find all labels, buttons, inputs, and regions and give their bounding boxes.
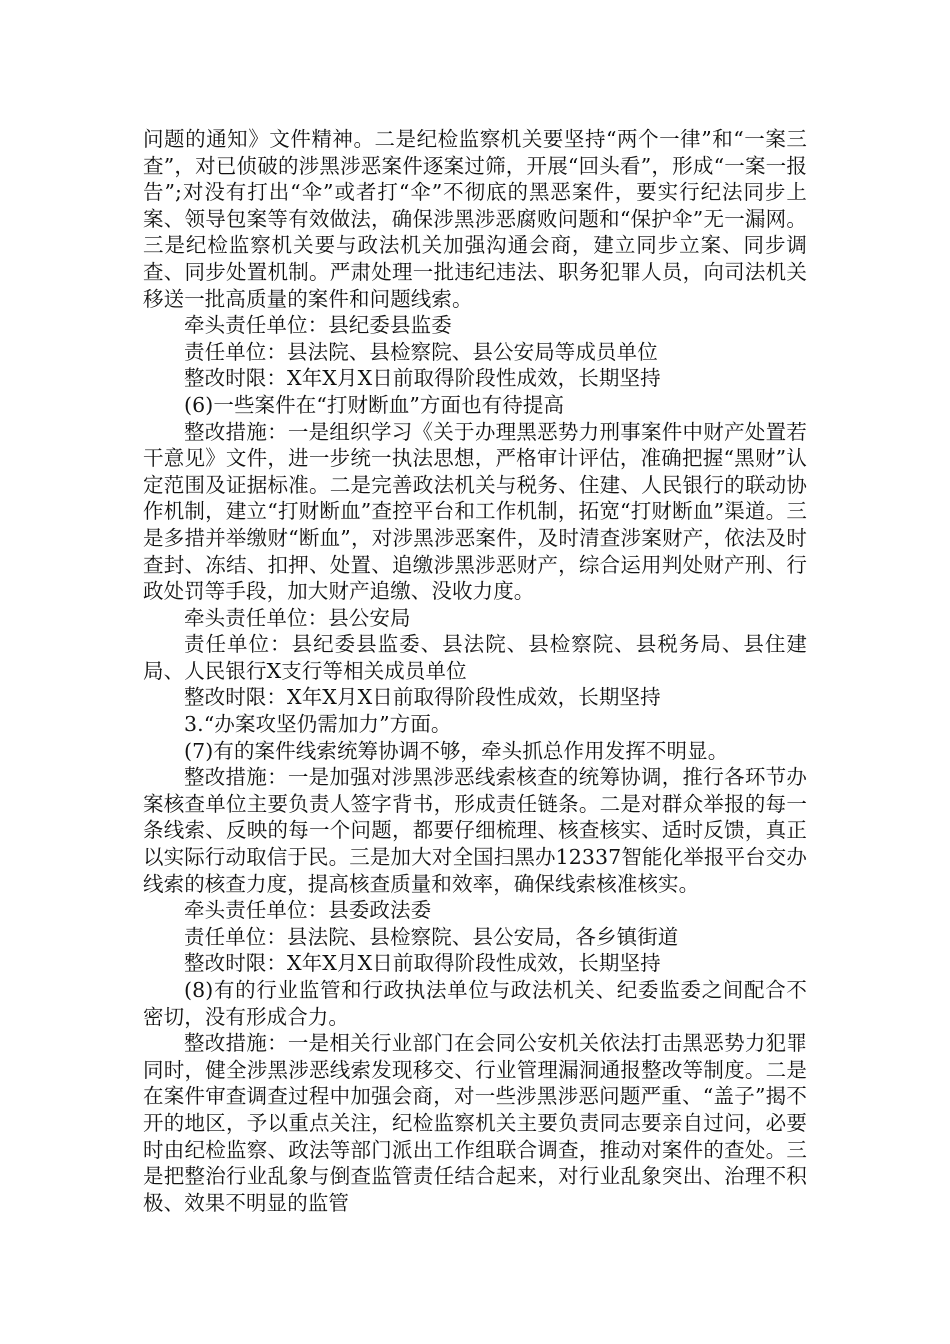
document-page [143,126,807,1216]
deadline-1: 整改时限：X年X月X日前取得阶段性成效，长期坚持 [184,366,661,391]
lead-unit-6: 牵头责任单位：县公安局 [184,605,411,630]
measures-7: 整改措施：一是加强对涉黑涉恶线索核查的统筹协调，推行各环节办案核查单位主要负责人签字背书，形成责任链条。二是对群众举报的每一条线索、反映的每一个问题，都要仔细梳理、核查核实、适时反馈，真正以实际行动取信于民。三是加大对全国扫黑办12337智能化举报平台交办线索的核查力度，提高核查质量和效率，确保线索核准核实。 [143,765,807,896]
section-heading-3: 3.“办案攻坚仍需加力”方面。 [184,712,452,737]
issue-heading-8: (8)有的行业监管和行政执法单位与政法机关、纪委监委之间配合不密切，没有形成合力。 [143,978,807,1029]
lead-unit-1: 牵头责任单位：县纪委县监委 [184,313,452,338]
lead-unit-7: 牵头责任单位：县委政法委 [184,898,432,923]
measures-6: 整改措施：一是组织学习《关于办理黑恶势力刑事案件中财产处置若干意见》文件，进一步统一执法思想，严格审计评估，准确把握“黑财”认定范围及证据标准。二是完善政法机关与税务、住建、人民银行的联动协作机制，建立“打财断血”查控平台和工作机制，拓宽“打财断血”渠道。三是多措并举缴财“断血”，对涉黑涉恶案件，及时清查涉案财产，依法及时查封、冻结、扣押、处置、追缴涉黑涉恶财产，综合运用判处财产刑、行政处罚等手段，加大财产追缴、没收力度。 [143,419,807,604]
responsible-unit-1: 责任单位：县法院、县检察院、县公安局等成员单位 [184,339,658,364]
paragraph-continuation: 问题的通知》文件精神。二是纪检监察机关要坚持“两个一律”和“一案三查”，对已侦破的涉黑涉恶案件逐案过筛，开展“回头看”，形成“一案一报告”;对没有打出“伞”或者打“伞”不彻底的黑恶案件，要实行纪法同步上案、领导包案等有效做法，确保涉黑涉恶腐败问题和“保护伞”无一漏网。三是纪检监察机关要与政法机关加强沟通会商，建立同步立案、同步调查、同步处置机制。严肃处理一批违纪违法、职务犯罪人员，向司法机关移送一批高质量的案件和问题线索。 [143,127,807,311]
issue-heading-7: (7)有的案件线索统筹协调不够，牵头抓总作用发挥不明显。 [184,738,729,763]
responsible-unit-7: 责任单位：县法院、县检察院、县公安局，各乡镇街道 [184,924,679,949]
measures-8: 整改措施：一是相关行业部门在会同公安机关依法打击黑恶势力犯罪同时，健全涉黑涉恶线索发现移交、行业管理漏洞通报整改等制度。二是在案件审查调查过程中加强会商，对一些涉黑涉恶问题严重、“盖子”揭不开的地区，予以重点关注，纪检监察机关主要负责同志要亲自过问，必要时由纪检监察、政法等部门派出工作组联合调查，推动对案件的查处。三是把整治行业乱象与倒查监管责任结合起来，对行业乱象突出、治理不积极、效果不明显的监管 [143,1031,807,1215]
deadline-6: 整改时限：X年X月X日前取得阶段性成效，长期坚持 [184,685,661,710]
deadline-7: 整改时限：X年X月X日前取得阶段性成效，长期坚持 [184,951,661,976]
issue-heading-6: (6)一些案件在“打财断血”方面也有待提高 [184,392,565,417]
responsible-unit-6: 责任单位：县纪委县监委、县法院、县检察院、县税务局、县住建局、人民银行X支行等相关成员单位 [143,632,807,683]
